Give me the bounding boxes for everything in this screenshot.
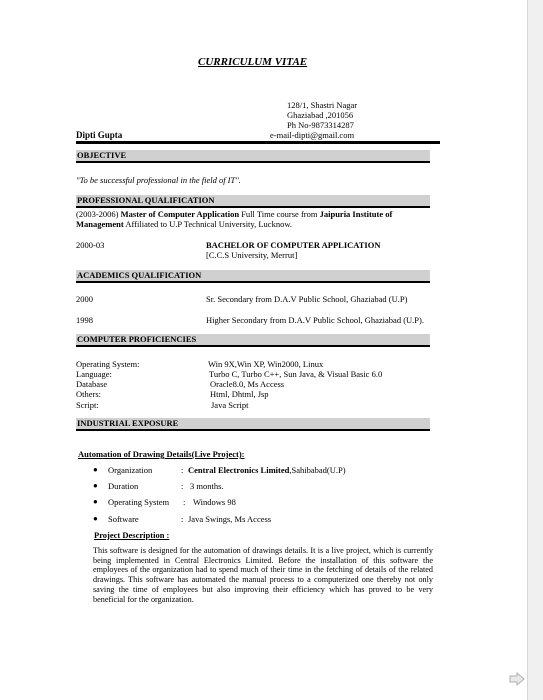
academic-year-1: 2000	[76, 294, 93, 304]
skill-label-database: Database	[76, 379, 108, 389]
mca-middle: Full Time course from	[239, 209, 320, 219]
bullet-icon: ●	[93, 514, 98, 523]
phone-number: Ph No-9873314287	[287, 120, 354, 130]
bca-year: 2000-03	[76, 240, 105, 250]
document-title: CURRICULUM VITAE	[198, 56, 308, 68]
organization-name: Central Electronics Limited	[188, 465, 290, 475]
skill-label-language: Language:	[76, 369, 112, 379]
mca-institute: Jaipuria Institute of Management	[76, 209, 393, 229]
project-value-software: Java Swings, Ms Access	[188, 514, 272, 524]
vertical-scrollbar[interactable]	[527, 0, 543, 700]
section-objective: OBJECTIVE	[76, 150, 430, 163]
project-label-organization: Organization	[108, 465, 153, 475]
section-academics-qualification: ACADEMICS QUALIFICATION	[76, 270, 430, 283]
section-computer-proficiencies: COMPUTER PROFICIENCIES	[76, 334, 430, 347]
section-industrial-exposure: INDUSTRIAL EXPOSURE	[76, 418, 430, 431]
bullet-icon: ●	[93, 497, 98, 506]
objective-text: "To be successful professional in the field of IT".	[76, 175, 241, 185]
academic-detail-2: Higher Secondary from D.A.V Public School, Ghaziabad (U.P).	[206, 315, 424, 325]
bca-degree: BACHELOR OF COMPUTER APPLICATION	[206, 240, 381, 250]
project-colon: :	[181, 514, 184, 524]
next-arrow-icon[interactable]	[509, 672, 525, 686]
mca-years: (2003-2006)	[76, 209, 119, 219]
address-line-2: Ghaziabad ,201056	[287, 110, 354, 120]
project-label-duration: Duration	[108, 481, 139, 491]
project-description-heading: Project Description :	[94, 530, 170, 540]
skill-value-os: Win 9X,Win XP, Win2000, Linux	[208, 359, 324, 369]
skill-label-others: Others:	[76, 389, 102, 399]
project-colon: :	[181, 481, 184, 491]
skill-label-os: Operating System:	[76, 359, 140, 369]
project-colon: :	[183, 497, 186, 507]
project-heading: Automation of Drawing Details(Live Project):	[78, 449, 245, 459]
project-label-os: Operating System	[108, 497, 170, 507]
skill-label-script: Script:	[76, 400, 99, 410]
project-value-organization	[188, 465, 346, 475]
mca-degree: Master of Computer Application	[120, 209, 240, 219]
skill-value-others: Html, Dhtml, Jsp	[210, 389, 269, 399]
bullet-icon: ●	[93, 465, 98, 474]
academic-year-2: 1998	[76, 315, 93, 325]
project-value-duration: 3 months.	[190, 481, 224, 491]
candidate-name: Dipti Gupta	[76, 130, 123, 140]
section-professional-qualification: PROFESSIONAL QUALIFICATION	[76, 195, 430, 208]
bullet-icon: ●	[93, 481, 98, 490]
mca-affiliation: Affiliated to U.P Technical University, Lucknow.	[123, 219, 293, 229]
bca-university: [C.C.S University, Merrut]	[206, 250, 298, 260]
mca-entry	[76, 209, 426, 229]
project-colon: :	[181, 465, 184, 475]
address-line-1: 128/1, Shastri Nagar	[287, 100, 358, 110]
email-address: e-mail-dipti@gmail.com	[270, 130, 355, 140]
project-label-software: Software	[108, 514, 139, 524]
skill-value-language: Turbo C, Turbo C++, Sun Java, & Visual Basic 6.0	[209, 369, 383, 379]
project-description-text: This software is designed for the automation of drawings details. It is a live project, which is currently being implemented in Central Electronics Limited. Before the installation of this software the employees of the organization had to spend much of their time in the fetching of details of the related drawings. This software has automated the manual process to a computerized one thereby not only saving the time of employees but also improving their efficiency which has proved to be very beneficial for the organization.	[93, 546, 433, 604]
project-value-os: Windows 98	[193, 497, 236, 507]
academic-detail-1: Sr. Secondary from D.A.V Public School, Ghaziabad (U.P)	[206, 294, 408, 304]
header-divider	[76, 141, 440, 144]
organization-location: ,Sahibabad(U.P)	[289, 465, 346, 475]
skill-value-database: Oracle8.0, Ms Access	[210, 379, 285, 389]
skill-value-script: Java Script	[211, 400, 249, 410]
